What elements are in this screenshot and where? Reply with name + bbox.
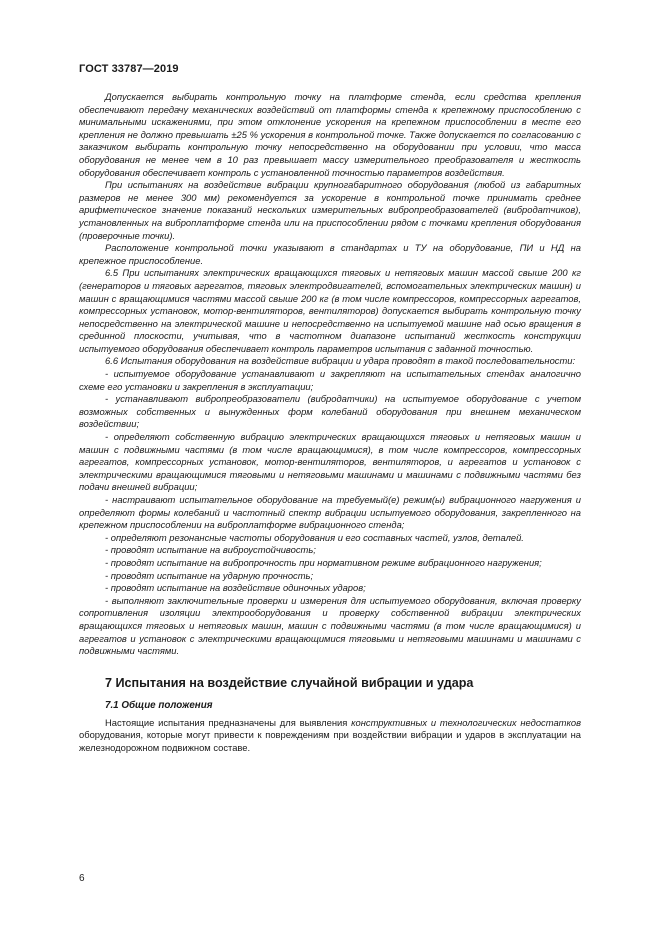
- section-paragraph: [79, 717, 581, 755]
- list-item: - выполняют заключительные проверки и измерения для испытуемого оборудования, включая проверку сопротивления изоляции электрооборудования и проверку собственной вибрации электрических вращающихся тяговых и нетяговых машин, машин с подвижными частями (в том числе вращающимися) и агрегатов и установок с электрическими вращающимися тяговыми и нетяговыми машинами и машинами с подвижными частями.: [79, 594, 581, 657]
- page-body: [79, 91, 581, 755]
- section-text-part1: Настоящие испытания предназначены для выявления: [105, 716, 352, 728]
- section-text-part2: оборудования, которые могут привести к повреждениям при воздействии вибрации и ударов в эксплуатации на железнодорожном подвижном составе.: [79, 729, 581, 753]
- list-item: - проводят испытание на воздействие одиночных ударов;: [105, 582, 366, 594]
- paragraph: При испытаниях на воздействие вибрации крупногабаритного оборудования (любой из габаритных размеров не менее 300 мм) рекомендуется за ускорение в контрольной точке принимать среднее арифметическое значение показаний нескольких измерительных вибропреобразователей (вибродатчиков), установленных на виброплатформе стенда или на приспособлении рядом с точками крепления оборудования (проверочные точки).: [79, 179, 581, 241]
- paragraph: 6.5 При испытаниях электрических вращающихся тяговых и нетяговых машин массой свыше 200 кг (генераторов и тяговых агрегатов, тяговых электродвигателей, вспомогательных электрических машин) и машин с вращающимися частями массой свыше 200 кг (в том числе компрессоров, компрессорных агрегатов, компрессорных установок, мотор-вентиляторов, вентиляторов) допускается выбирать контрольную точку непосредственно на электрической машине и непосредственно на испытуемой машине над осью вращения в срединной плоскости, учитывая, что в частотном диапазоне испытаний жесткость конструкции испытуемого оборудования обеспечивает контроль параметров испытания с заданной точностью.: [79, 267, 581, 354]
- page-number: 6: [79, 873, 85, 884]
- list-item: - определяют собственную вибрацию электрических вращающихся тяговых и нетяговых машин и машин с подвижными частями (в том числе вращающимися), в том числе компрессоров, компрессорных агрегатов, компрессорных установок, мотор-вентиляторов, вентиляторов, и агрегатов и установок с электрическими вращающимися тяговыми и нетяговыми машинами и машинами с подвижными частями без подачи внешней вибрации;: [79, 431, 581, 493]
- list-item: - проводят испытание на виброустойчивость;: [105, 544, 316, 556]
- section-heading: 7 Испытания на воздействие случайной вибрации и удара: [105, 675, 474, 690]
- list-item: - проводят испытание на вибропрочность при нормативном режиме вибрационного нагружения;: [105, 556, 542, 568]
- list-item: - испытуемое оборудование устанавливают и закрепляют на испытательных стендах аналогично схеме его установки и закрепления в эксплуатации;: [79, 368, 581, 392]
- paragraph: Допускается выбирать контрольную точку на платформе стенда, если средства крепления обеспечивают передачу механических воздействий от платформы стенда к крепежному приспособлению с минимальными искажениями, при этом отклонение ускорения на крепежном приспособлении в месте его крепления не должно превышать ±25 % ускорения в контрольной точке. Также допускается по согласованию с заказчиком выбирать контрольную точку непосредственно на оборудовании при условии, что масса оборудования не менее чем в 10 раз превышает массу измерительного преобразователя и жесткость оборудования обеспечивает контроль с установленной точностью параметров воздействия.: [79, 91, 581, 178]
- subsection-heading: 7.1 Общие положения: [105, 699, 213, 711]
- section-text-emphasis: конструктивных и технологических недостатков: [351, 716, 581, 728]
- list-item: - проводят испытание на ударную прочность;: [105, 569, 314, 581]
- document-header: ГОСТ 33787—2019: [79, 63, 179, 75]
- list-item: - настраивают испытательное оборудование на требуемый(е) режим(ы) вибрационного нагружения и определяют формы колебаний и частотный спектр вибрации испытуемого оборудования, закрепленного на крепежном приспособлении на виброплатформе вибрационного стенда;: [79, 494, 581, 531]
- list-item: - устанавливают вибропреобразователи (вибродатчики) на испытуемое оборудование с учетом возможных собственных и вынужденных форм колебаний оборудования при внешнем механическом воздействии;: [79, 393, 581, 430]
- list-item: - определяют резонансные частоты оборудования и его составных частей, узлов, деталей.: [105, 531, 524, 543]
- paragraph: Расположение контрольной точки указывают в стандартах и ТУ на оборудование, ПИ и НД на крепежное приспособление.: [79, 242, 581, 266]
- paragraph: 6.6 Испытания оборудования на воздействие вибрации и удара проводят в такой последовательности:: [105, 355, 576, 367]
